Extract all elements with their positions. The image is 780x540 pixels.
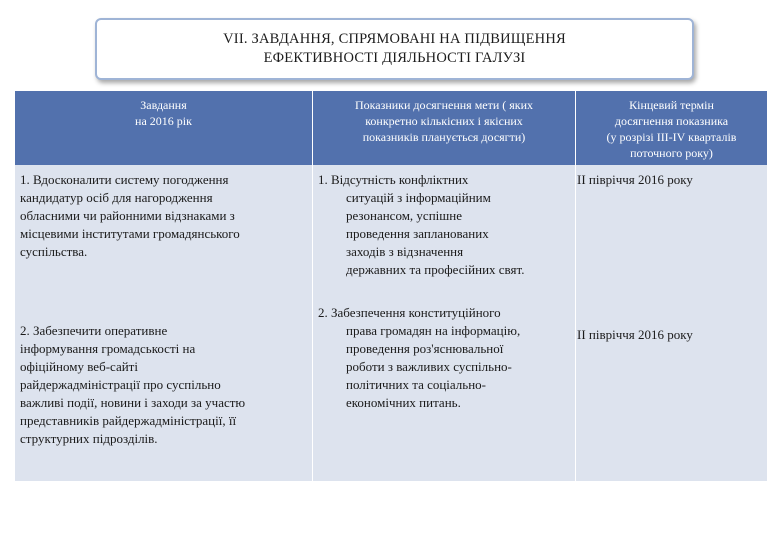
row1-indicator-line: ситуацій з інформаційним <box>346 190 491 205</box>
column-divider <box>575 91 576 481</box>
header-deadline-line: Кінцевий термін <box>629 98 714 112</box>
row2-indicator-line: роботи з важливих суспільно- <box>346 359 512 374</box>
row1-task <box>20 171 308 261</box>
row1-task-line: 1. Вдосконалити систему погодження <box>20 172 229 187</box>
header-indicators-line: конкретно кількісних і якісних <box>365 114 523 128</box>
row2-task-line: інформування громадськості на <box>20 341 196 356</box>
row1-indicator-line: проведення запланованих <box>346 226 489 241</box>
row2-task-line: представників райдержадміністрації, її <box>20 413 237 428</box>
row1-task-line: місцевими інститутами громадянського <box>20 226 240 241</box>
row1-indicator-line: резонансом, успішне <box>346 208 462 223</box>
section-title-line-2: ЕФЕКТИВНОСТІ ДІЯЛЬНОСТІ ГАЛУЗІ <box>263 50 526 66</box>
row2-indicator <box>318 304 573 412</box>
row1-deadline: ІІ півріччя 2016 року <box>577 172 693 187</box>
table-header-row <box>15 91 767 165</box>
row2-deadline: ІІ півріччя 2016 року <box>577 327 693 342</box>
header-indicators <box>313 97 575 145</box>
column-divider <box>312 91 313 481</box>
row1-indicator-line: заходів з відзначення <box>346 244 464 259</box>
row2-indicator-line: проведення роз'яснювальної <box>346 341 504 356</box>
row2-task-line: важливі події, новини і заходи за участю <box>20 395 246 410</box>
row1-task-line: кандидатур осіб для нагородження <box>20 190 213 205</box>
section-title-box <box>95 18 694 80</box>
row2-indicator-line: економічних питань. <box>346 395 461 410</box>
row1-indicator <box>318 171 573 279</box>
row2-task-line: структурних підрозділів. <box>20 431 158 446</box>
header-deadline <box>576 97 767 161</box>
row1-task-line: обласними чи районними відзнаками з <box>20 208 235 223</box>
header-deadline-line: досягнення показника <box>614 114 729 128</box>
row2-task-line: райдержадміністрації про суспільно <box>20 377 221 392</box>
row2-task-line: 2. Забезпечити оперативне <box>20 323 168 338</box>
row2-indicator-line: 2. Забезпечення конституційного <box>318 305 501 320</box>
row2-indicator-line: політичних та соціально- <box>346 377 487 392</box>
section-title-line-1: VII. ЗАВДАННЯ, СПРЯМОВАНІ НА ПІДВИЩЕННЯ <box>223 31 566 47</box>
header-tasks-line: Завдання <box>140 98 187 112</box>
header-indicators-line: Показники досягнення мети ( яких <box>354 98 534 112</box>
header-indicators-line: показників планується досягти) <box>362 130 526 144</box>
header-tasks-line: на 2016 рік <box>135 114 192 128</box>
row1-task-line: суспільства. <box>20 244 88 259</box>
row1-indicator-line: державних та професійних свят. <box>346 262 525 277</box>
header-tasks <box>15 97 312 129</box>
row2-task-line: офіційному веб-сайті <box>20 359 138 374</box>
tasks-table <box>15 91 767 481</box>
row1-indicator-line: 1. Відсутність конфліктних <box>318 172 469 187</box>
row2-indicator-line: права громадян на інформацію, <box>346 323 521 338</box>
header-deadline-line: поточного року) <box>630 146 713 160</box>
row2-task <box>20 322 308 448</box>
header-deadline-line: (у розрізі ІІІ-IV кварталів <box>606 130 737 144</box>
